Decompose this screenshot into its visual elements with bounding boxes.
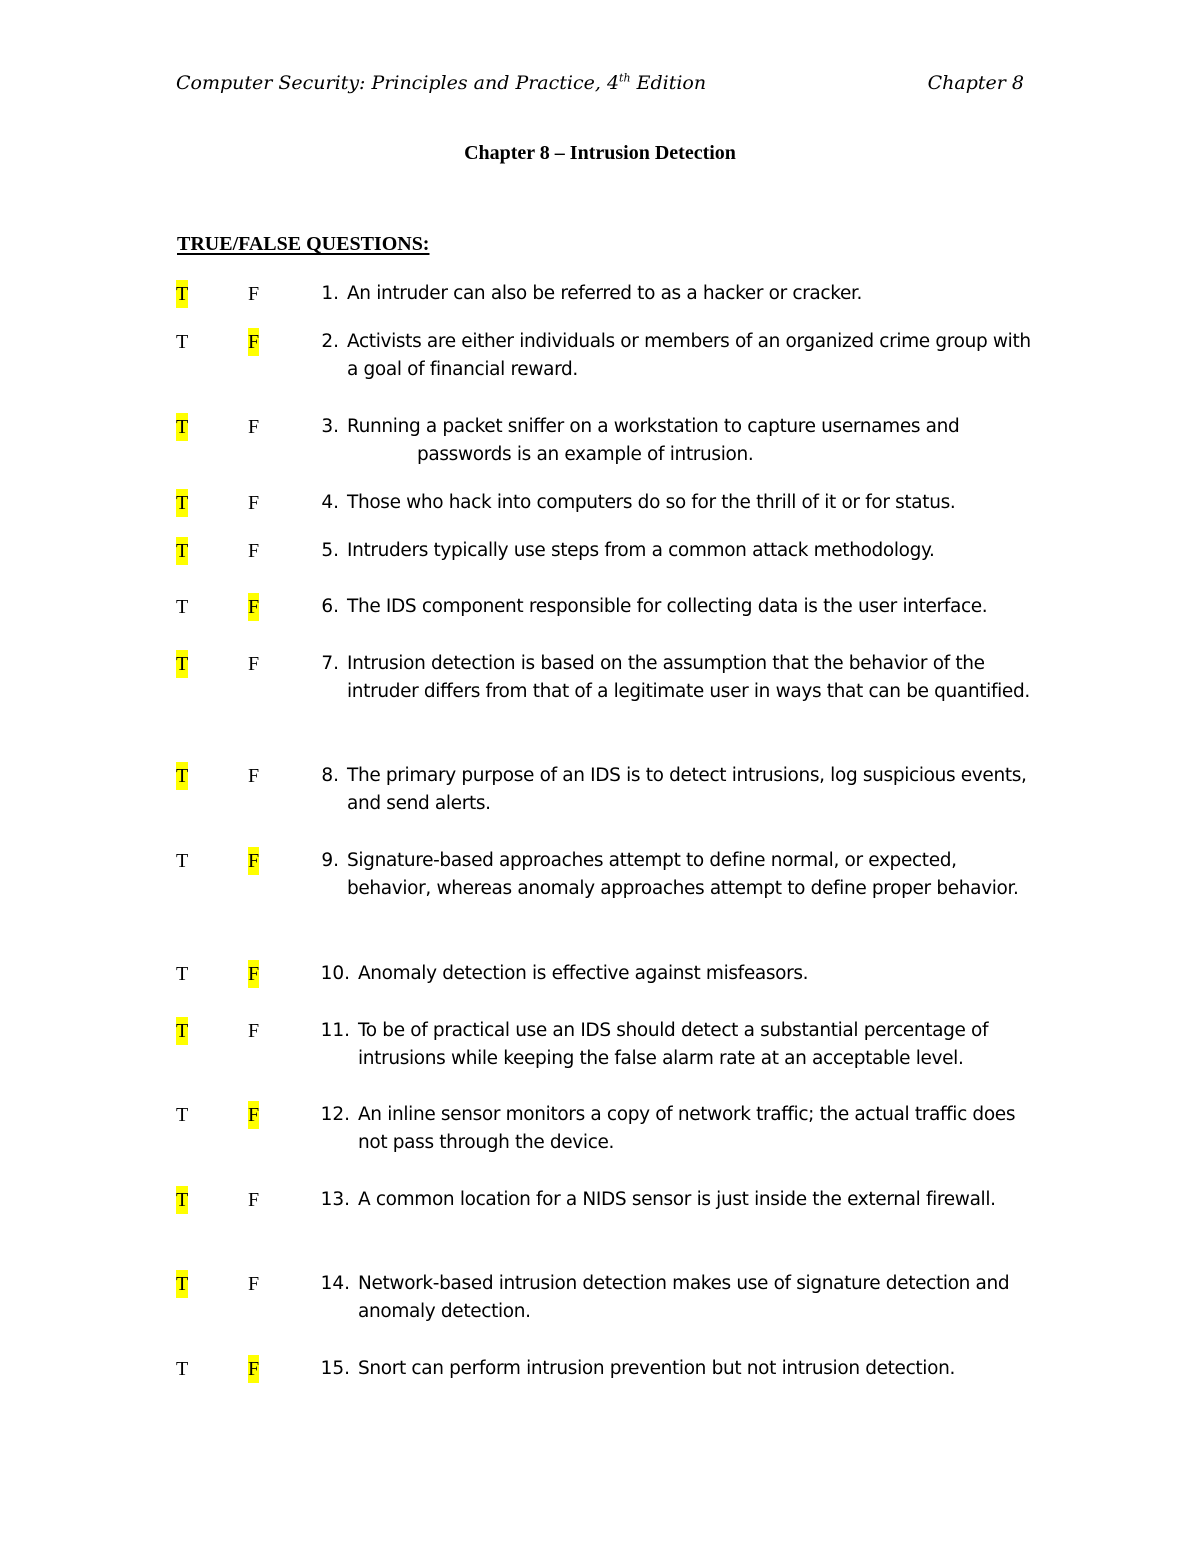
- question-number: 2.: [321, 331, 339, 352]
- answer-true-option-selected: T: [176, 413, 188, 441]
- answer-true-option-selected: T: [176, 1017, 188, 1045]
- question-number: 8.: [321, 765, 339, 786]
- question-number: 7.: [321, 653, 339, 674]
- question-number: 4.: [321, 492, 339, 513]
- question-text: The IDS component responsible for collecting data is the user interface.: [347, 596, 988, 617]
- question-text: Those who hack into computers do so for the thrill of it or for status.: [347, 492, 956, 513]
- header-book-title-main: Computer Security: Principles and Practice, 4: [176, 72, 620, 94]
- question-number: 10.: [320, 963, 350, 984]
- answer-true-option-selected: T: [176, 1186, 188, 1214]
- question-text: An inline sensor monitors a copy of network traffic; the actual traffic does not pass through the device.: [358, 1104, 1016, 1153]
- page-header: [176, 72, 1024, 102]
- header-book-title-tail: Edition: [630, 72, 707, 94]
- answer-false-option: F: [248, 765, 260, 787]
- answer-false-option-selected: F: [248, 1355, 259, 1383]
- answer-true-option-selected: T: [176, 537, 188, 565]
- question-text: An intruder can also be referred to as a hacker or cracker.: [347, 283, 863, 304]
- question-text: A common location for a NIDS sensor is just inside the external firewall.: [358, 1189, 996, 1210]
- answer-false-option-selected: F: [248, 960, 259, 988]
- answer-true-option-selected: T: [176, 489, 188, 517]
- answer-false-option: F: [248, 416, 260, 438]
- page-title: Chapter 8 – Intrusion Detection: [464, 142, 736, 164]
- answer-false-option-selected: F: [248, 1101, 259, 1129]
- answer-false-option: F: [248, 540, 260, 562]
- question-number: 6.: [321, 596, 339, 617]
- question-text: The primary purpose of an IDS is to detect intrusions, log suspicious events, and send alerts.: [347, 765, 1027, 814]
- question-text: Network-based intrusion detection makes use of signature detection and anomaly detection.: [358, 1273, 1010, 1322]
- answer-false-option: F: [248, 1273, 260, 1295]
- question-number: 5.: [321, 540, 339, 561]
- answer-false-option-selected: F: [248, 593, 259, 621]
- question-text: Anomaly detection is effective against misfeasors.: [358, 963, 809, 984]
- answer-true-option-selected: T: [176, 762, 188, 790]
- question-text-line1: Running a packet sniffer on a workstation to capture usernames and: [347, 416, 960, 437]
- question-text: Snort can perform intrusion prevention but not intrusion detection.: [358, 1358, 955, 1379]
- answer-false-option: F: [248, 283, 260, 305]
- question-text-line2: passwords is an example of intrusion.: [417, 444, 754, 465]
- answer-true-option-selected: T: [176, 650, 188, 678]
- question-number: 12.: [320, 1104, 350, 1125]
- answer-true-option: T: [176, 963, 189, 985]
- question-number: 11.: [320, 1020, 350, 1041]
- header-edition-superscript: th: [619, 71, 631, 85]
- answer-false-option: F: [248, 1189, 260, 1211]
- answer-true-option: T: [176, 1104, 189, 1126]
- question-text: Activists are either individuals or members of an organized crime group with a goal of financial reward.: [347, 331, 1031, 380]
- answer-false-option-selected: F: [248, 847, 259, 875]
- answer-true-option: T: [176, 1358, 189, 1380]
- answer-true-option: T: [176, 850, 189, 872]
- answer-false-option: F: [248, 653, 260, 675]
- question-number: 15.: [320, 1358, 350, 1379]
- question-text: Signature-based approaches attempt to define normal, or expected, behavior, whereas anomaly approaches attempt to define proper behavior.: [347, 850, 1019, 899]
- answer-false-option: F: [248, 492, 260, 514]
- section-heading: TRUE/FALSE QUESTIONS:: [177, 233, 430, 255]
- answer-false-option: F: [248, 1020, 260, 1042]
- question-text: Intruders typically use steps from a common attack methodology.: [347, 540, 935, 561]
- question-number: 13.: [320, 1189, 350, 1210]
- question-text: Intrusion detection is based on the assumption that the behavior of the intruder differs from that of a legitimate user in ways that can be quantified.: [347, 653, 1030, 702]
- question-number: 3.: [321, 416, 339, 437]
- answer-true-option-selected: T: [176, 280, 188, 308]
- answer-true-option: T: [176, 596, 189, 618]
- question-number: 1.: [321, 283, 339, 304]
- answer-true-option-selected: T: [176, 1270, 188, 1298]
- question-text: To be of practical use an IDS should detect a substantial percentage of intrusions while keeping the false alarm rate at an acceptable level.: [358, 1020, 989, 1069]
- header-chapter: Chapter 8: [927, 72, 1024, 94]
- question-number: 14.: [320, 1273, 350, 1294]
- header-book-title: [176, 72, 706, 94]
- question-number: 9.: [321, 850, 339, 871]
- answer-true-option: T: [176, 331, 189, 353]
- answer-false-option-selected: F: [248, 328, 259, 356]
